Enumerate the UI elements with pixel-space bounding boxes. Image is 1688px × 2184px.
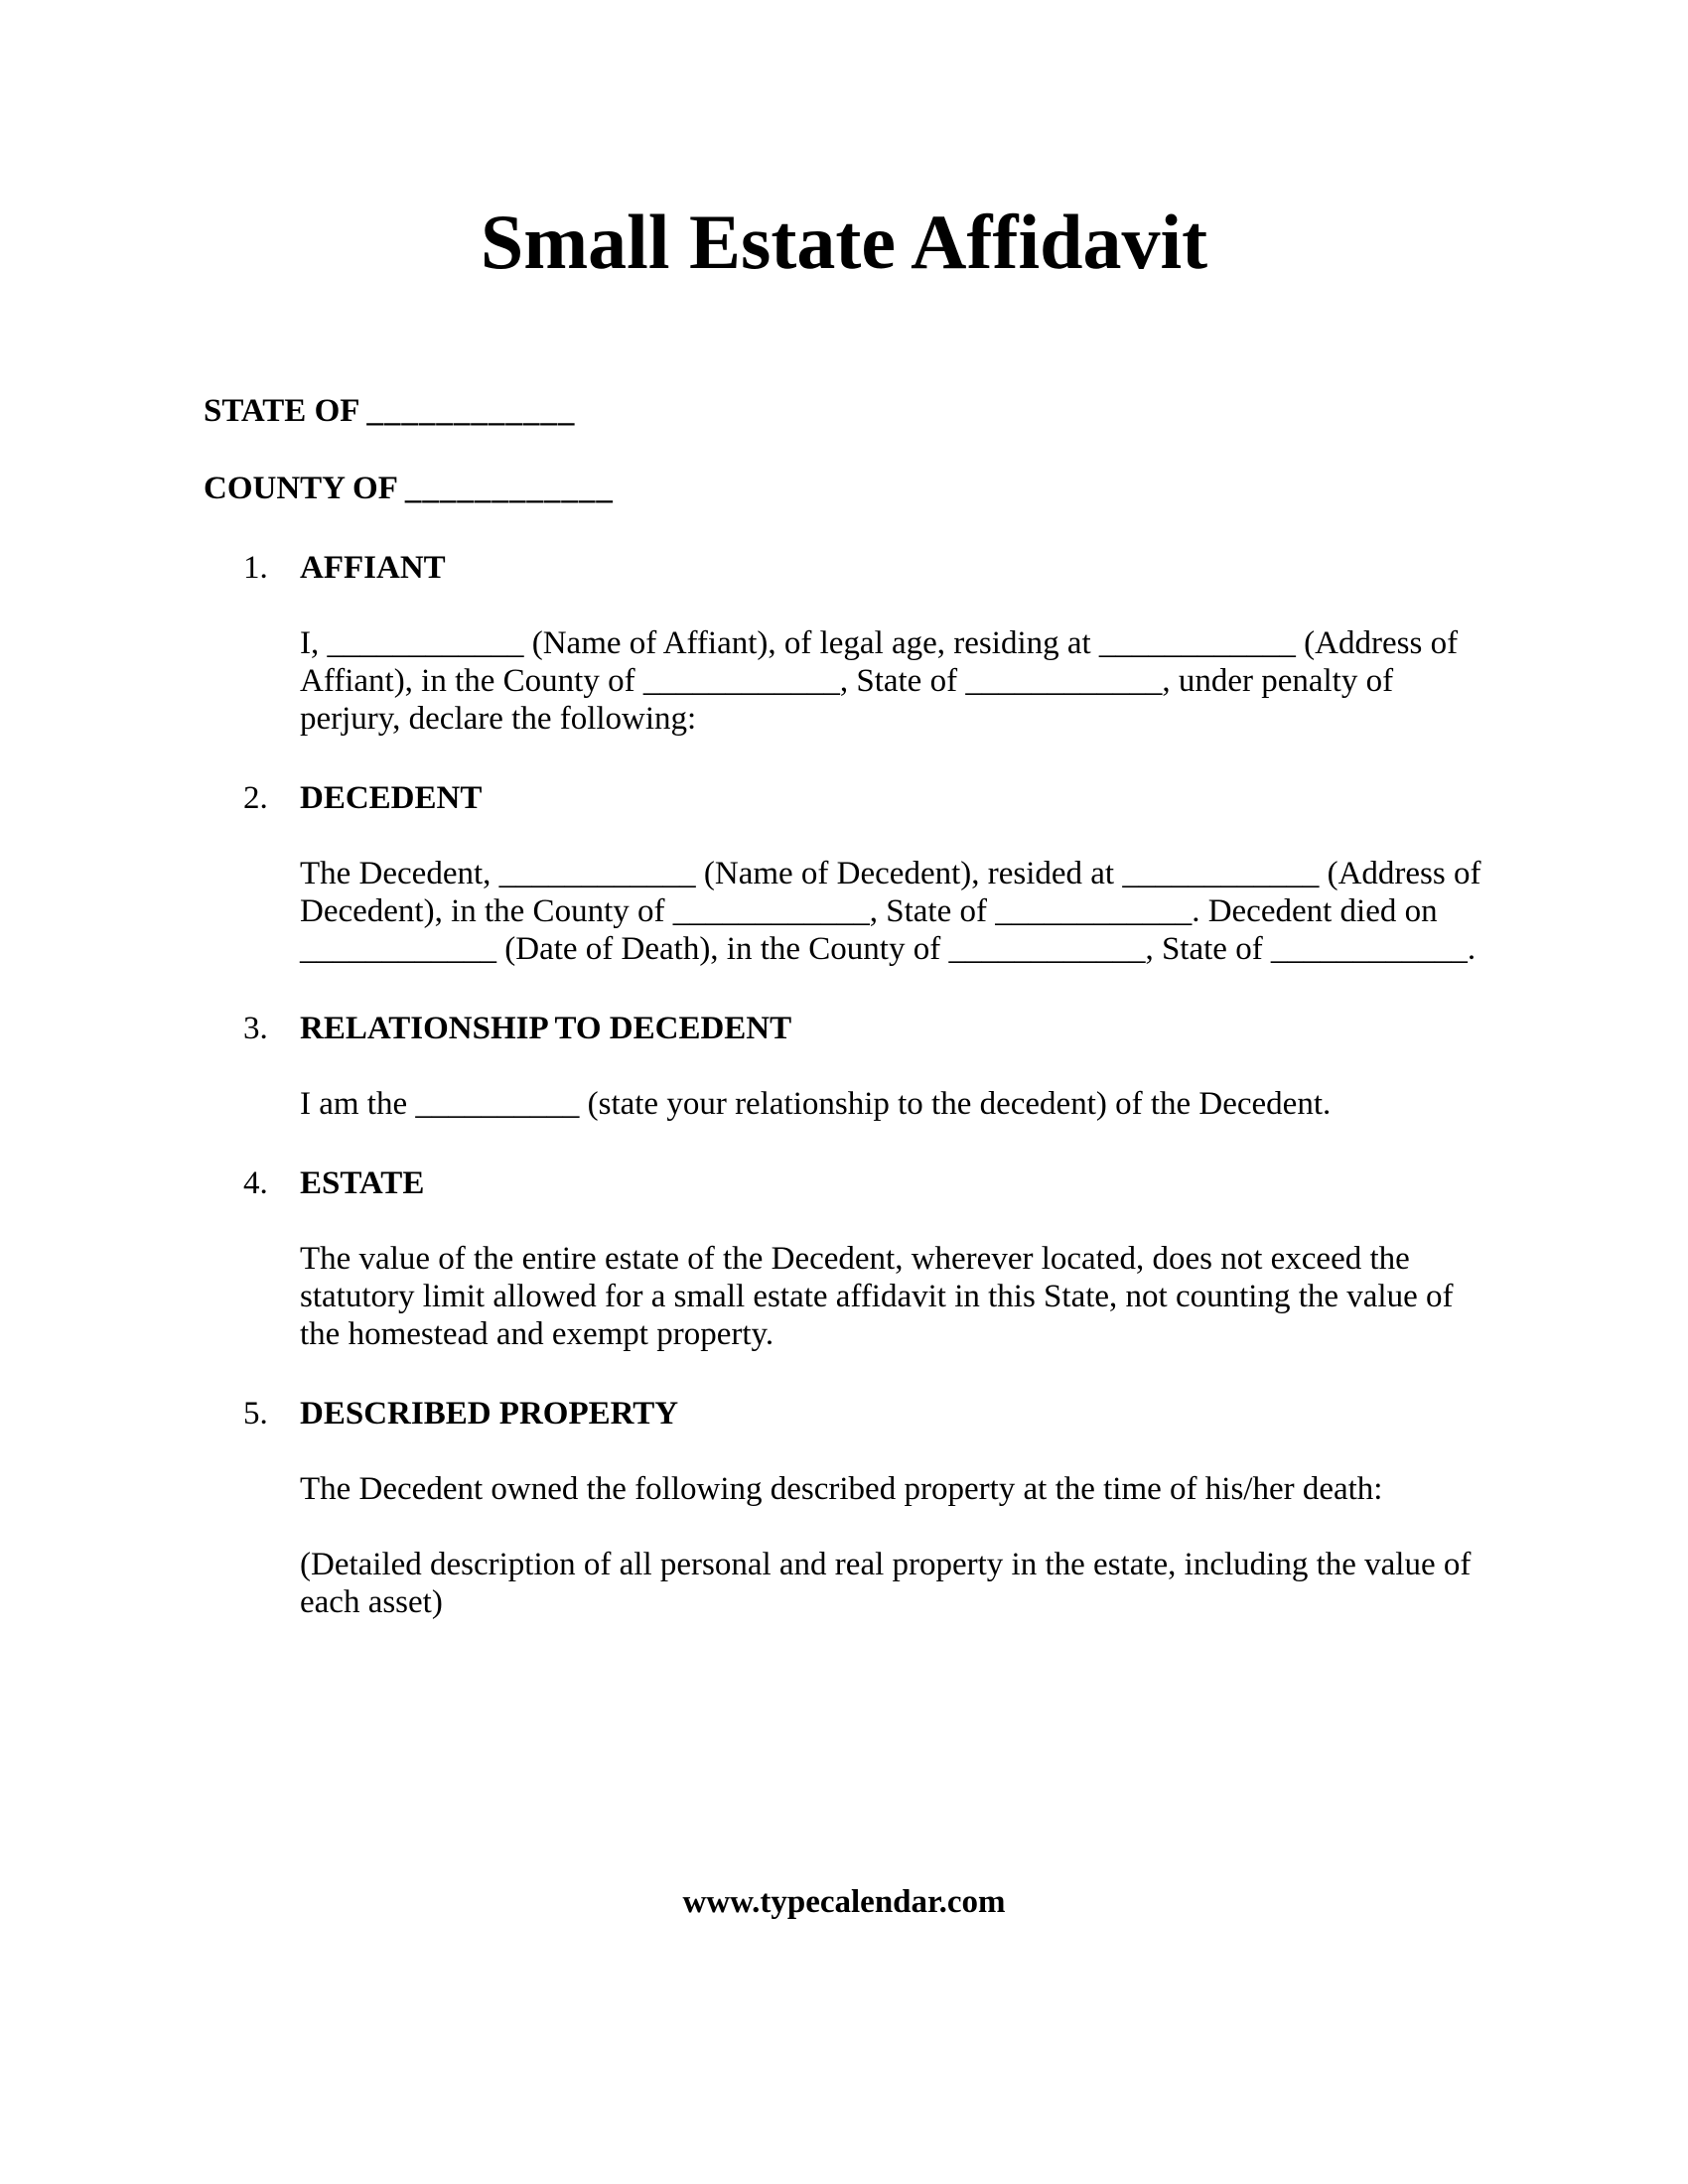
section-heading-label: DESCRIBED PROPERTY — [300, 1396, 679, 1432]
section-heading-label: ESTATE — [300, 1165, 425, 1201]
section-number: 5. — [243, 1396, 268, 1432]
section-paragraph: The value of the entire estate of the Decedent, wherever located, does not exceed the statutory limit allowed for a small estate affidavit in this State, not counting the value of the homestead and exempt property. — [300, 1241, 1454, 1352]
county-of-line — [204, 470, 1688, 507]
state-of-line — [204, 392, 1688, 430]
document-title: Small Estate Affidavit — [480, 199, 1208, 285]
section-described-property — [0, 1395, 1688, 1621]
state-of-blank: ____________ — [366, 393, 576, 429]
county-of-label: COUNTY OF — [204, 471, 397, 506]
section-paragraph: I, ____________ (Name of Affiant), of legal age, residing at ____________ (Address of Affiant), in the County of ____________, State of ____________, under penalty of perjury, declare the following: — [300, 625, 1459, 737]
section-number: 1. — [243, 550, 268, 586]
section-paragraph: The Decedent owned the following described property at the time of his/her death: — [300, 1471, 1383, 1507]
section-heading-label: DECEDENT — [300, 780, 483, 816]
state-of-label: STATE OF — [204, 393, 359, 429]
section-relationship-to-decedent — [0, 1010, 1688, 1123]
section-heading — [0, 1164, 1688, 1202]
section-paragraph: The Decedent, ____________ (Name of Decedent), resided at ____________ (Address of Decedent), in the County of ____________, State of ____________. Decedent died on ____________ (Date of Death), in the County of ____________, State of ____________. — [300, 856, 1481, 967]
footer-website-url: www.typecalendar.com — [682, 1884, 1006, 1920]
section-number: 2. — [243, 780, 268, 816]
section-estate — [0, 1164, 1688, 1353]
section-heading — [0, 1395, 1688, 1433]
section-heading-label: RELATIONSHIP TO DECEDENT — [300, 1011, 792, 1046]
county-of-blank: ____________ — [404, 471, 614, 506]
section-paragraph: I am the __________ (state your relationship to the decedent) of the Decedent. — [300, 1086, 1332, 1122]
section-number: 3. — [243, 1011, 268, 1046]
section-paragraph: (Detailed description of all personal and real property in the estate, including the value of each asset) — [300, 1547, 1472, 1620]
section-heading — [0, 549, 1688, 587]
section-number: 4. — [243, 1165, 268, 1201]
section-heading-label: AFFIANT — [300, 550, 446, 586]
section-heading — [0, 1010, 1688, 1047]
section-heading — [0, 779, 1688, 817]
section-affiant — [0, 549, 1688, 738]
section-decedent — [0, 779, 1688, 968]
